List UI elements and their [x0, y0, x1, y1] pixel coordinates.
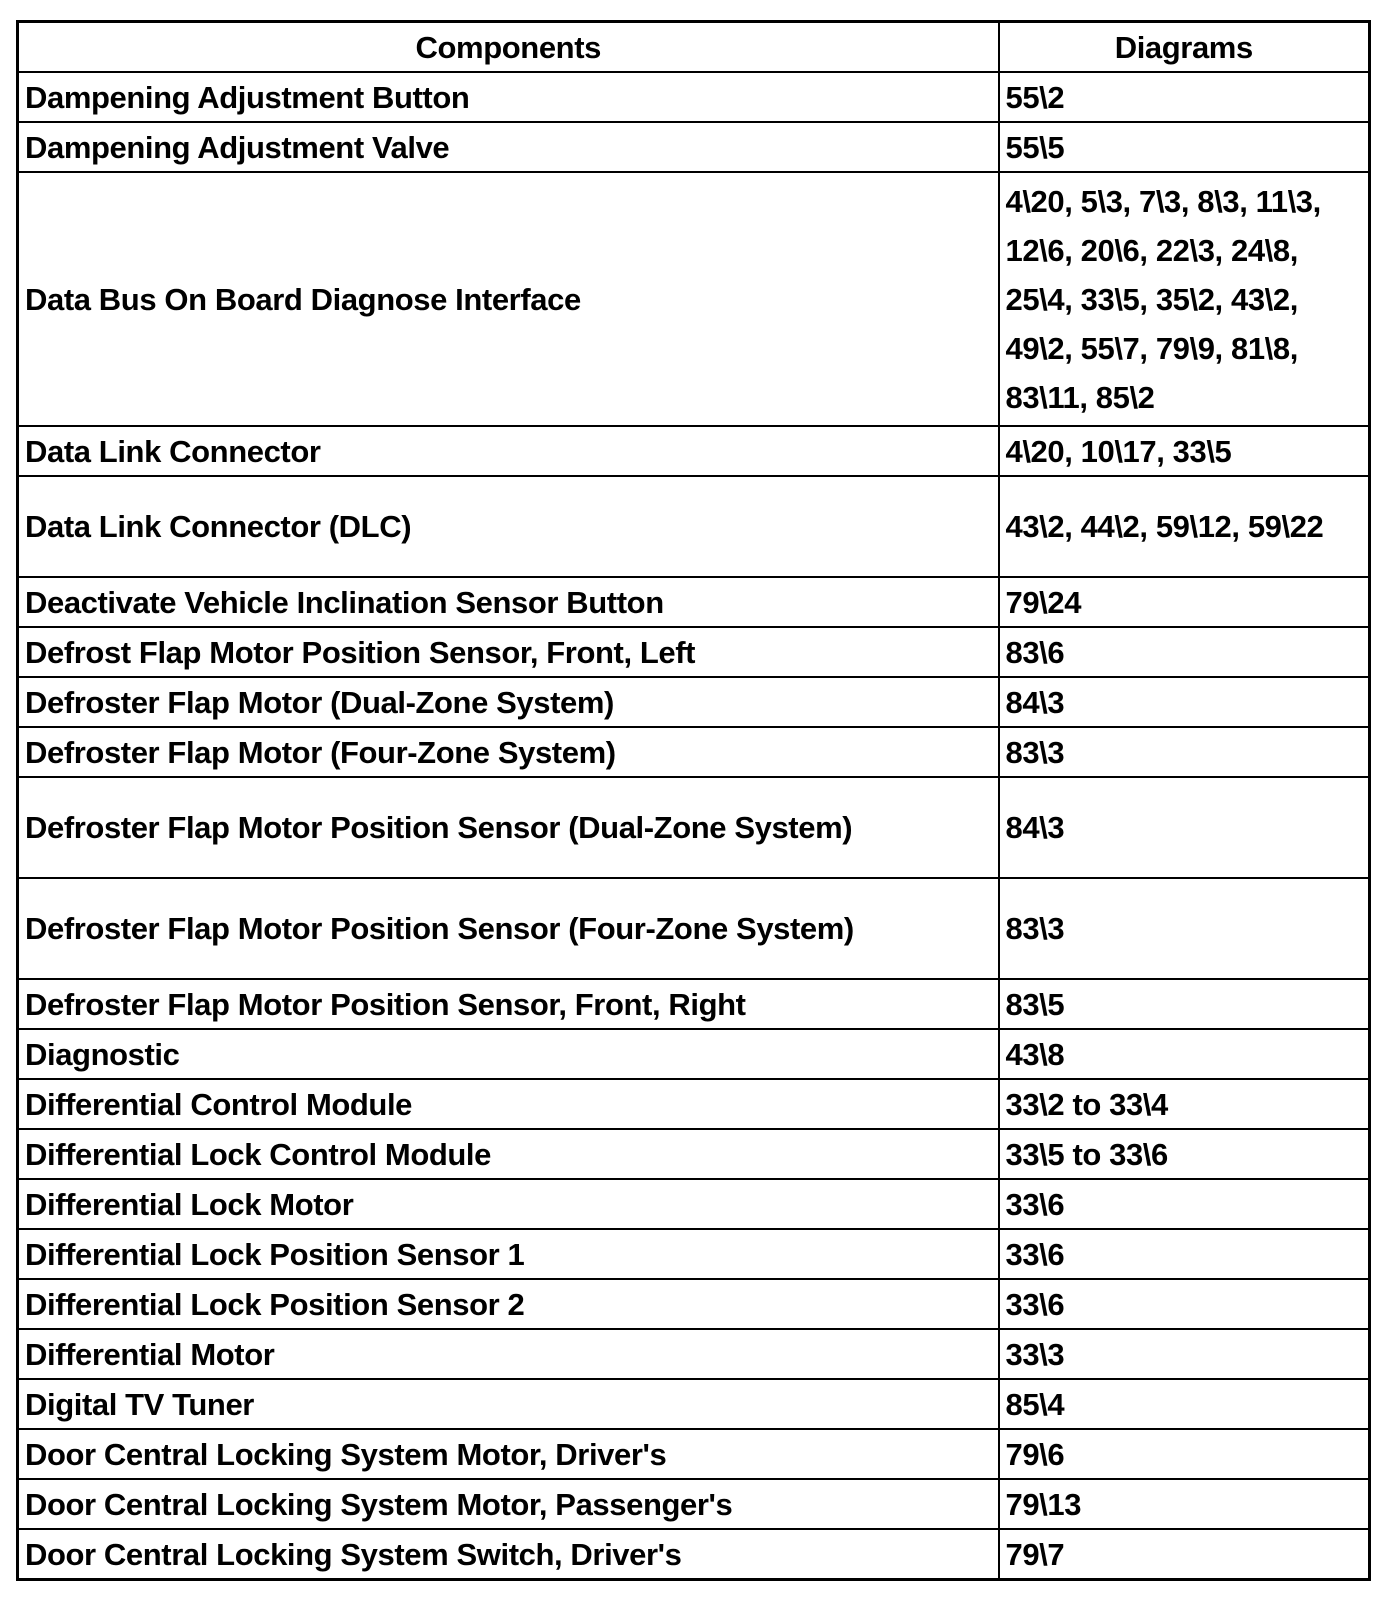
table-row — [18, 1129, 1370, 1179]
diagrams-line: 25\4, 33\5, 35\2, 43\2, — [1005, 281, 1298, 317]
component-cell: Dampening Adjustment Valve — [18, 122, 999, 172]
diagrams-cell: 55\5 — [999, 122, 1370, 172]
diagrams-cell: 55\2 — [999, 72, 1370, 122]
component-cell: Differential Lock Position Sensor 1 — [18, 1229, 999, 1279]
diagrams-cell: 43\2, 44\2, 59\12, 59\22 — [999, 476, 1370, 577]
component-cell: Defroster Flap Motor Position Sensor, Front, Right — [18, 979, 999, 1029]
table-row — [18, 979, 1370, 1029]
diagrams-cell: 33\6 — [999, 1229, 1370, 1279]
diagrams-cell: 43\8 — [999, 1029, 1370, 1079]
diagrams-cell: 83\5 — [999, 979, 1370, 1029]
table-row — [18, 627, 1370, 677]
diagrams-cell: 84\3 — [999, 777, 1370, 878]
table-row — [18, 1379, 1370, 1429]
diagrams-cell — [999, 172, 1370, 426]
diagrams-cell: 79\7 — [999, 1529, 1370, 1580]
diagrams-cell: 79\13 — [999, 1479, 1370, 1529]
component-cell: Differential Motor — [18, 1329, 999, 1379]
table-row — [18, 1179, 1370, 1229]
table-row — [18, 476, 1370, 577]
component-cell: Differential Lock Position Sensor 2 — [18, 1279, 999, 1329]
table-header-row — [18, 22, 1370, 73]
table-row — [18, 878, 1370, 979]
component-cell: Data Link Connector (DLC) — [18, 476, 999, 577]
table-row — [18, 72, 1370, 122]
table-row — [18, 1479, 1370, 1529]
component-cell: Digital TV Tuner — [18, 1379, 999, 1429]
component-cell: Differential Control Module — [18, 1079, 999, 1129]
component-cell: Differential Lock Control Module — [18, 1129, 999, 1179]
diagrams-cell: 84\3 — [999, 677, 1370, 727]
diagrams-column-header: Diagrams — [999, 22, 1370, 73]
table-row — [18, 1279, 1370, 1329]
table-row — [18, 122, 1370, 172]
table-row — [18, 1029, 1370, 1079]
diagrams-cell: 33\6 — [999, 1279, 1370, 1329]
component-cell: Door Central Locking System Motor, Passenger's — [18, 1479, 999, 1529]
component-cell: Deactivate Vehicle Inclination Sensor Button — [18, 577, 999, 627]
diagrams-line: 49\2, 55\7, 79\9, 81\8, — [1005, 330, 1298, 366]
diagrams-cell: 83\3 — [999, 727, 1370, 777]
table-row — [18, 1079, 1370, 1129]
diagrams-cell: 79\6 — [999, 1429, 1370, 1479]
diagrams-cell: 83\3 — [999, 878, 1370, 979]
table-row — [18, 727, 1370, 777]
component-cell: Data Link Connector — [18, 426, 999, 476]
component-cell: Data Bus On Board Diagnose Interface — [18, 172, 999, 426]
diagrams-line: 4\20, 5\3, 7\3, 8\3, 11\3, — [1005, 183, 1321, 219]
table-row — [18, 1229, 1370, 1279]
table-row — [18, 426, 1370, 476]
components-table-container — [16, 20, 1368, 1581]
component-cell: Defrost Flap Motor Position Sensor, Front, Left — [18, 627, 999, 677]
component-cell: Diagnostic — [18, 1029, 999, 1079]
table-row — [18, 1429, 1370, 1479]
diagrams-cell: 33\2 to 33\4 — [999, 1079, 1370, 1129]
components-diagrams-table — [16, 20, 1371, 1581]
component-cell: Dampening Adjustment Button — [18, 72, 999, 122]
diagrams-cell: 33\3 — [999, 1329, 1370, 1379]
component-cell: Defroster Flap Motor (Dual-Zone System) — [18, 677, 999, 727]
diagrams-cell: 85\4 — [999, 1379, 1370, 1429]
table-row — [18, 577, 1370, 627]
diagrams-cell: 33\5 to 33\6 — [999, 1129, 1370, 1179]
diagrams-line: 83\11, 85\2 — [1005, 379, 1155, 415]
component-cell: Differential Lock Motor — [18, 1179, 999, 1229]
table-row — [18, 777, 1370, 878]
table-row — [18, 1329, 1370, 1379]
diagrams-cell: 4\20, 10\17, 33\5 — [999, 426, 1370, 476]
component-cell: Door Central Locking System Switch, Driver's — [18, 1529, 999, 1580]
diagrams-cell: 79\24 — [999, 577, 1370, 627]
table-row — [18, 172, 1370, 426]
components-column-header: Components — [18, 22, 999, 73]
diagrams-line: 12\6, 20\6, 22\3, 24\8, — [1005, 232, 1298, 268]
component-cell: Door Central Locking System Motor, Driver's — [18, 1429, 999, 1479]
component-cell: Defroster Flap Motor Position Sensor (Four-Zone System) — [18, 878, 999, 979]
diagrams-cell: 33\6 — [999, 1179, 1370, 1229]
table-row — [18, 677, 1370, 727]
component-cell: Defroster Flap Motor Position Sensor (Dual-Zone System) — [18, 777, 999, 878]
table-row — [18, 1529, 1370, 1580]
component-cell: Defroster Flap Motor (Four-Zone System) — [18, 727, 999, 777]
diagrams-cell: 83\6 — [999, 627, 1370, 677]
